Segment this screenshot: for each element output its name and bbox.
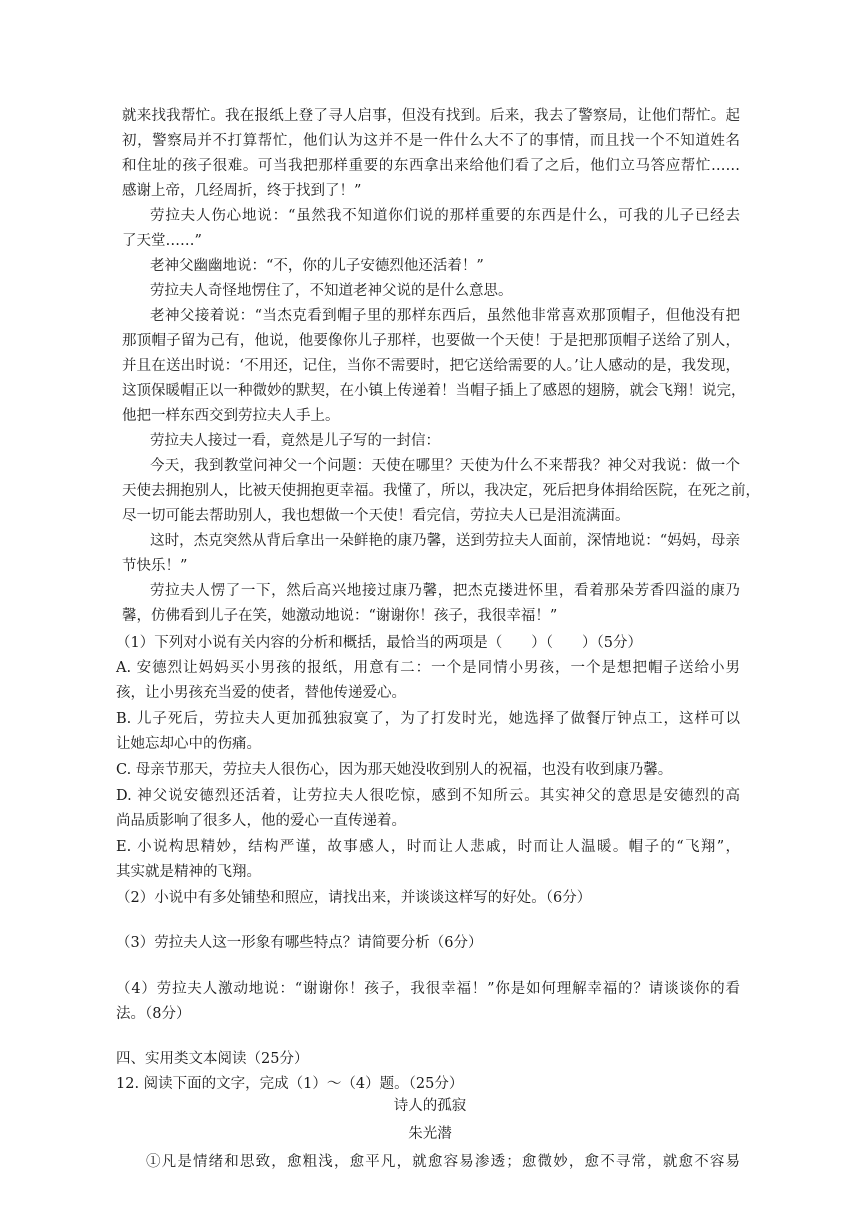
option-b: B. 儿子死后，劳拉夫人更加孤独寂寞了，为了打发时光，她选择了做餐厅钟点工，这样可以	[116, 711, 740, 727]
story-line: 他把一样东西交到劳拉夫人手上。	[122, 408, 340, 424]
story-line: 馨，仿佛看到儿子在笑，她激动地说：“谢谢你！孩子，我很幸福！”	[122, 608, 558, 624]
story-line: 和住址的孩子很难。可当我把那样重要的东西拿出来给他们看了之后，他们立马答应帮忙……	[122, 158, 740, 174]
question-3: （3）劳拉夫人这一形象有哪些特点？请简要分析（6分）	[116, 935, 483, 951]
story-line: 初，警察局并不打算帮忙，他们认为这并不是一件什么大不了的事情，而且找一个不知道姓名	[122, 133, 740, 149]
article-author: 朱光潜	[408, 1126, 452, 1142]
story-line: 那顶帽子留为己有，他说，他要像你儿子那样，也要做一个天使！于是把那顶帽子送给了别人，	[122, 333, 740, 349]
option-c: C. 母亲节那天，劳拉夫人很伤心，因为那天她没收到别人的祝福，也没有收到康乃馨。	[116, 762, 673, 778]
story-line: 了天堂……”	[122, 233, 202, 249]
question-4: （4）劳拉夫人激动地说：“谢谢你！孩子，我很幸福！”你是如何理解幸福的？请谈谈你的看	[116, 981, 740, 997]
story-line: 劳拉夫人伤心地说：“虽然我不知道你们说的那样重要的东西是什么，可我的儿子已经去	[150, 208, 740, 224]
story-line: 劳拉夫人接过一看，竟然是儿子写的一封信：	[150, 433, 440, 449]
question-4-cont: 法。（8分）	[116, 1006, 191, 1022]
story-line: 今天，我到教堂问神父一个问题：天使在哪里？天使为什么不来帮我？神父对我说：做一个	[150, 458, 740, 474]
story-line: 劳拉夫人愣了一下，然后高兴地接过康乃馨，把杰克搂进怀里，看着那朵芳香四溢的康乃	[150, 583, 740, 599]
story-line: 老神父接着说：“当杰克看到帽子里的那样东西后，虽然他非常喜欢那顶帽子，但他没有把	[150, 308, 740, 324]
article-paragraph: ①凡是情绪和思致，愈粗浅，愈平凡，就愈容易渗透；愈微妙，愈不寻常，就愈不容易	[146, 1154, 740, 1170]
option-e: E. 小说构思精妙，结构严谨，故事感人，时而让人悲戚，时而让人温暖。帽子的“飞翔”，	[116, 839, 740, 855]
story-line: 这顶保暖帽正以一种微妙的默契，在小镇上传递着！当帽子插上了感恩的翅膀，就会飞翔！说完，	[122, 383, 746, 399]
option-b-cont: 让她忘却心中的伤痛。	[116, 736, 261, 752]
story-line: 老神父幽幽地说：“不，你的儿子安德烈他还活着！”	[150, 258, 484, 274]
option-a-cont: 孩，让小男孩充当爱的使者，替他传递爱心。	[116, 685, 406, 701]
story-line: 并且在送出时说：‘不用还，记住，当你不需要时，把它送给需要的人。’让人感动的是，我发现，	[122, 358, 740, 374]
option-a: A. 安德烈让妈妈买小男孩的报纸，用意有二：一个是同情小男孩，一个是想把帽子送给小男	[116, 660, 740, 676]
story-line: 这时，杰克突然从背后拿出一朵鲜艳的康乃馨，送到劳拉夫人面前，深情地说：“妈妈，母亲	[150, 533, 740, 549]
question-1: （1）下列对小说有关内容的分析和概括，最恰当的两项是（ ）（ ）（5分）	[116, 635, 642, 651]
option-e-cont: 其实就是精神的飞翔。	[116, 864, 261, 880]
section-heading: 四、实用类文本阅读（25分）	[116, 1051, 309, 1067]
option-d-cont: 尚品质影响了很多人，他的爱心一直传递着。	[116, 813, 406, 829]
question-12: 12. 阅读下面的文字，完成（1）～（4）题。（25分）	[116, 1076, 464, 1092]
story-line: 天使去拥抱别人，比被天使拥抱更幸福。我懂了，所以，我决定，死后把身体捐给医院，在死之前，	[122, 483, 760, 499]
story-line: 劳拉夫人奇怪地愣住了，不知道老神父说的是什么意思。	[150, 283, 513, 299]
story-line: 就来找我帮忙。我在报纸上登了寻人启事，但没有找到。后来，我去了警察局，让他们帮忙。起	[122, 108, 740, 124]
story-line: 尽一切可能去帮助别人，我也想做一个天使！看完信，劳拉夫人已是泪流满面。	[122, 508, 630, 524]
story-line: 节快乐！”	[122, 558, 188, 574]
question-2: （2）小说中有多处铺垫和照应，请找出来，并谈谈这样写的好处。（6分）	[116, 890, 592, 906]
article-title: 诗人的孤寂	[393, 1098, 467, 1114]
option-d: D. 神父说安德烈还活着，让劳拉夫人很吃惊，感到不知所云。其实神父的意思是安德烈的高	[116, 788, 740, 804]
story-line: 感谢上帝，几经周折，终于找到了！”	[122, 183, 362, 199]
